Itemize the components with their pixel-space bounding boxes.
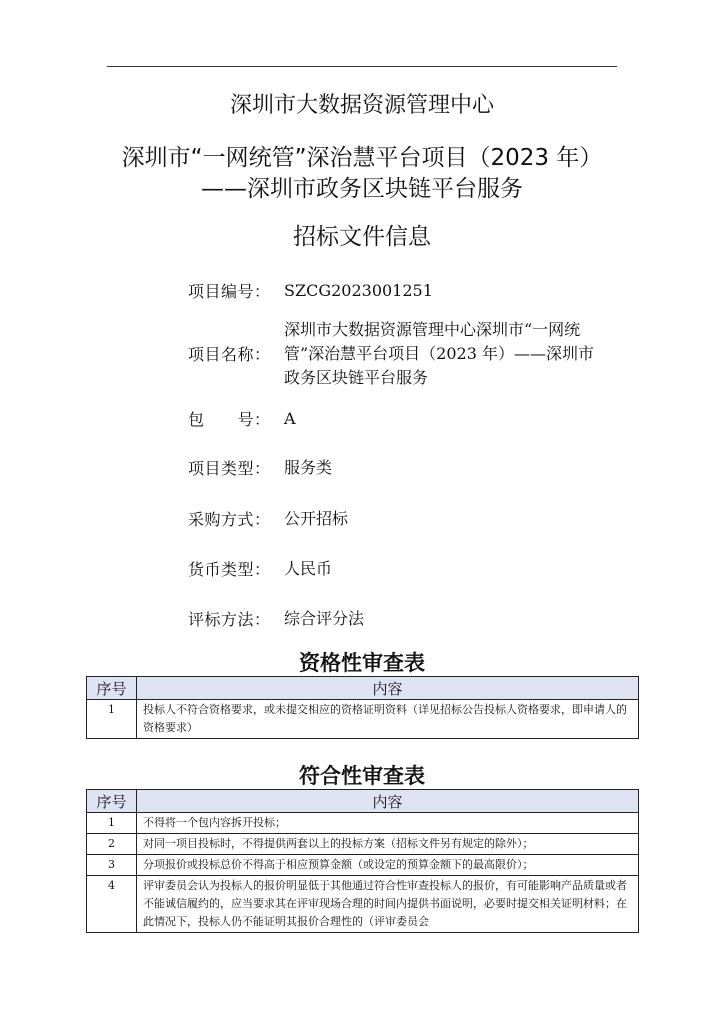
compliance-table: [86, 789, 639, 933]
qualification-table-title: 资格性审查表: [299, 651, 425, 675]
info-label: 项目类型：: [188, 459, 271, 478]
row-content: 不得将一个包内容拆开投标；: [137, 813, 639, 834]
table-row: [87, 813, 639, 834]
info-value: A: [284, 409, 296, 428]
table-row: [87, 855, 639, 876]
org-title: 深圳市大数据资源管理中心: [229, 93, 494, 118]
project-title-line1: 深圳市“一网统管”深治慧平台项目（2023 年）: [121, 145, 603, 171]
info-value: 服务类: [284, 458, 333, 477]
header-rule: [107, 66, 617, 67]
row-content: 投标人不符合资格要求，或未提交相应的资格证明资料（详见招标公告投标人资格要求，即申请人的资格要求）: [137, 700, 639, 739]
row-number: 1: [87, 813, 137, 834]
table-row: [87, 834, 639, 855]
info-value: 人民币: [284, 559, 333, 578]
info-currency-type: [188, 557, 614, 581]
column-header-content: 内容: [137, 790, 639, 813]
row-number: 2: [87, 834, 137, 855]
table-header-row: [87, 677, 639, 700]
info-value: 深圳市大数据资源管理中心深圳市“一网统管”深治慧平台项目（2023 年）——深圳市政务区块链平台服务: [284, 320, 594, 387]
info-label: 项目名称：: [188, 345, 271, 364]
info-package-number: [188, 407, 614, 431]
row-content: 分项报价或投标总价不得高于相应预算金额（或设定的预算金额下的最高限价）；: [137, 855, 639, 876]
document-title: 招标文件信息: [293, 224, 431, 250]
info-evaluation-method: [188, 607, 614, 631]
info-label: 采购方式：: [188, 510, 271, 529]
row-number: 4: [87, 876, 137, 933]
column-header-number: 序号: [87, 677, 137, 700]
project-title-line2: ——深圳市政务区块链平台服务: [201, 176, 523, 202]
compliance-table-title: 符合性审查表: [299, 764, 425, 788]
row-content: 对同一项目投标时，不得提供两套以上的投标方案（招标文件另有规定的除外）；: [137, 834, 639, 855]
table-row: [87, 700, 639, 739]
row-number: 3: [87, 855, 137, 876]
info-label: 货币类型：: [188, 560, 271, 579]
row-number: 1: [87, 700, 137, 739]
info-label: 项目编号：: [188, 282, 271, 301]
table-row: [87, 876, 639, 933]
column-header-content: 内容: [137, 677, 639, 700]
info-value: 综合评分法: [284, 609, 365, 628]
info-project-name: [188, 318, 604, 390]
table-header-row: [87, 790, 639, 813]
info-value: 公开招标: [284, 509, 349, 528]
column-header-number: 序号: [87, 790, 137, 813]
info-project-type: [188, 456, 614, 480]
qualification-table: [86, 676, 639, 739]
row-content: 评审委员会认为投标人的报价明显低于其他通过符合性审查投标人的报价，有可能影响产品质量或者不能诚信履约的，应当要求其在评审现场合理的时间内提供书面说明，必要时提交相关证明材料；在此情况下，投标人仍不能证明其报价合理性的（评审委员会: [137, 876, 639, 933]
info-procurement-method: [188, 507, 614, 531]
info-value: SZCG2023001251: [284, 281, 433, 300]
info-project-number: [188, 279, 614, 303]
info-label: 包 号：: [188, 410, 271, 429]
info-label: 评标方法：: [188, 610, 271, 629]
